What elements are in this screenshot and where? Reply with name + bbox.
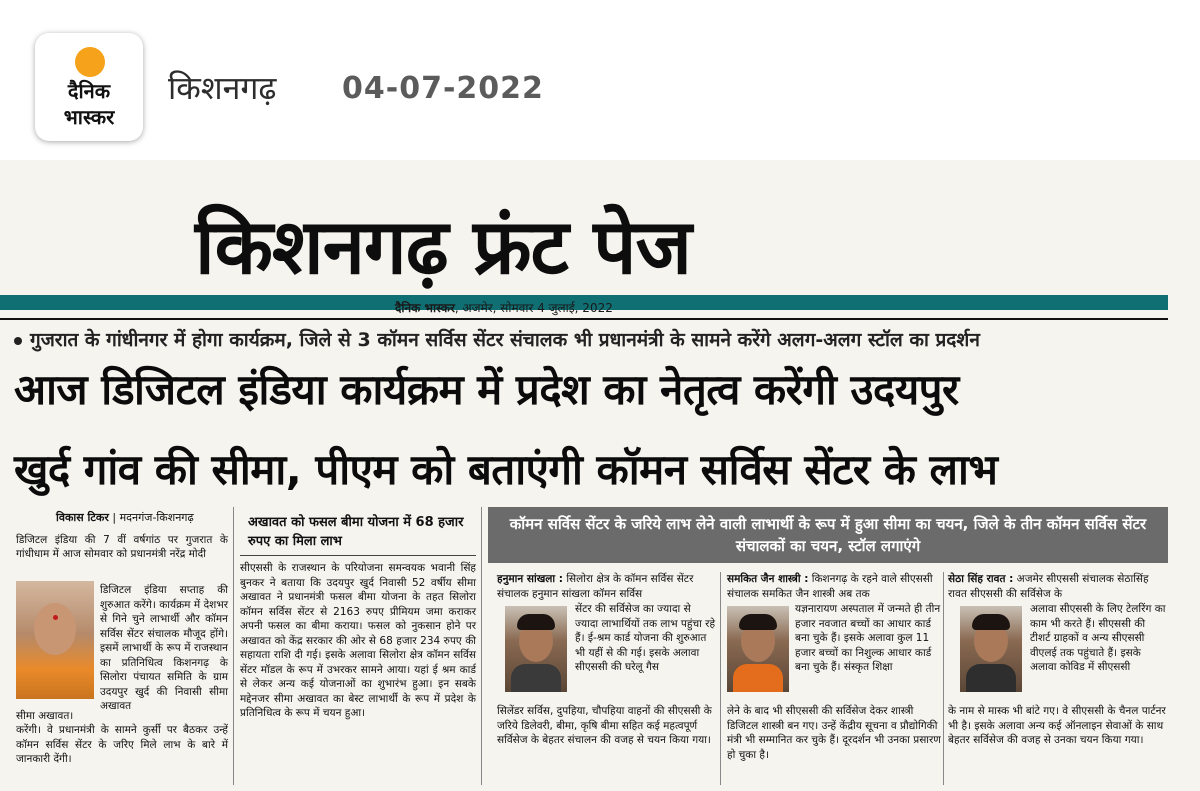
photo-caption: सीमा अखावत। <box>16 710 74 722</box>
bindi-mark <box>53 615 58 620</box>
portrait-body <box>966 664 1016 692</box>
highlight-box-headline: कॉमन सर्विस सेंटर के जरिये लाभ लेने वाली लाभार्थी के रूप में हुआ सीमा का चयन, जिले के तीन कॉमन सर्विस सेंटर संचालकों का चयन, स्टॉल लगाएंगे <box>509 515 1147 555</box>
sub-headline: अखावत को फसल बीमा योजना में 68 हजार रुपए का मिला लाभ <box>248 515 464 549</box>
column-divider <box>233 507 234 785</box>
profile-name: सेठा सिंह रावत : <box>948 573 1014 585</box>
page-header <box>0 0 1200 160</box>
profile-name: हनुमान सांखला : <box>497 573 563 585</box>
dateline-brand: दैनिक भास्कर <box>395 301 455 315</box>
dateline-text: , अजमेर, सोमवार 4 जुलाई, 2022 <box>454 301 613 315</box>
portrait-body <box>511 664 561 692</box>
logo-text-line1: दैनिक <box>67 79 111 103</box>
column-divider <box>720 572 721 785</box>
paragraph: करेंगी। वे प्रधानमंत्री के सामने कुर्सी पर बैठकर उन्हें कॉमन सर्विस सेंटर के जरिए मिले लाभ के बारे में जानकारी देंगी। <box>16 724 228 765</box>
profile-lead: सिलोरा क्षेत्र के कॉमन सर्विस सेंटर संचालक हनुमान सांखला कॉमन सर्विस <box>497 573 694 600</box>
portrait-face <box>34 603 76 655</box>
article-column-2 <box>240 505 476 785</box>
profile-text: सिलेंडर सर्विस, दुपहिया, चौपहिया वाहनों की सीएससी के जरिये डिलेवरी, बीमा, कृषि बीमा सहित कई महत्वपूर्ण सर्विसेज के बेहतर संचालन की वजह से चयन किया गया। <box>497 705 712 746</box>
paragraph: डिजिटल इंडिया सप्ताह की शुरुआत करेंगे। कार्यक्रम में देशभर से गिने चुने लाभार्थी और कॉमन सर्विस सेंटर संचालक मौजूद होंगे। इसमें लाभार्थी के रूप में राजस्थान का प्रतिनिधित्व किशनगढ़ के सिलोरा पंचायत समिति के ग्राम उदयपुर खुर्द की निवासी सीमा अखावत <box>100 584 228 712</box>
profile-setha-singh-rawat <box>948 572 1168 787</box>
profile-lead: किशनगढ़ के रहने वाले सीएससी संचालक समकित जैन शास्त्री अब तक <box>727 573 933 600</box>
bullet-icon <box>14 337 22 345</box>
main-headline-line2: खुर्द गांव की सीमा, पीएम को बताएंगी कॉमन सर्विस सेंटर के लाभ <box>14 445 998 494</box>
profile-lead: अजमेर सीएससी संचालक सेठासिंह रावत सीएससी की सर्विसेज के <box>948 573 1149 600</box>
paragraph: सीएससी के राजस्थान के परियोजना समन्वयक भवानी सिंह बुनकर ने बताया कि उदयपुर खुर्द निवासी 52 वर्षीय सीमा अखावत ने प्रधानमंत्री फसल बीमा योजना के तहत सिलोरा कॉमन सर्विस सेंटर से 2163 रुपए प्रीमियम जमा कराकर अपनी फसल का बीमा कराया। फसल को नुकसान होने पर अखावत को केंद्र सरकार की ओर से 68 हजार 234 रुपए की सहायता राशि दी गई। इसके अलावा सिलोरा क्षेत्र कॉमन सर्विस सेंटर मॉडल के रूप में उभरकर सामने आया। यहां ई श्रम कार्ड से लेकर अन्य कई योजनाओं का शुभारंभ हुआ। इन सबके मद्देनजर सीमा अखावत का बेस्ट लाभार्थी के रूप में प्रदेश के प्रतिनिधित्व के रूप में चयन हुआ। <box>240 562 476 719</box>
byline-place: | मदनगंज-किशनगढ़ <box>112 511 194 524</box>
profile-text: यज्ञनारायण अस्पताल में जन्मते ही तीन हजार नवजात बच्चों का आधार कार्ड बना चुके हैं। इसके अलावा कुल 11 हजार बच्चों का निशुल्क आधार कार्ड बना चुके हैं। संस्कृत शिक्षा <box>795 603 941 673</box>
profile-text: अलावा सीएससी के लिए टेलरिंग का काम भी करते हैं। सीएससी की टीशर्ट ग्राहकों व अन्य सीएससी वीएलई तक पहुंचाते हैं। इसके अलावा कोविड में सीएससी <box>1030 603 1166 673</box>
column-divider <box>481 507 482 785</box>
profile-hanuman-sankhla <box>497 572 717 787</box>
profile-text: लेने के बाद भी सीएससी की सर्विसेज देकर शास्त्री डिजिटल शास्त्री बन गए। उन्हें केंद्रीय सूचना व प्रौद्योगिकी मंत्री भी सम्मानित कर चुके हैं। दूरदर्शन भी उनका प्रसारण हो चुका है। <box>727 705 941 761</box>
byline <box>56 510 194 525</box>
profile-name: समकित जैन शास्त्री : <box>727 573 809 585</box>
divider <box>0 318 1168 320</box>
kicker-line <box>14 326 980 352</box>
profile-photo <box>505 606 567 692</box>
byline-name: विकास टिकर <box>56 511 109 524</box>
profile-photo <box>960 606 1022 692</box>
dainik-bhaskar-logo[interactable] <box>35 33 143 141</box>
kicker-text: गुजरात के गांधीनगर में होगा कार्यक्रम, जिले से 3 कॉमन सर्विस सेंटर संचालक भी प्रधानमंत्री के सामने करेंगे अलग-अलग स्टॉल का प्रदर्शन <box>30 329 980 351</box>
edition-date: 04-07-2022 <box>342 71 544 106</box>
page-masthead: किशनगढ़ फ्रंट पेज <box>195 202 691 291</box>
logo-text-line2: भास्कर <box>63 105 115 129</box>
article-column-1 <box>16 505 228 785</box>
dateline <box>395 299 613 316</box>
portrait-hair <box>517 614 555 630</box>
main-headline-line1: आज डिजिटल इंडिया कार्यक्रम में प्रदेश का नेतृत्व करेंगी उदयपुर <box>14 365 959 414</box>
profile-text: के नाम से मास्क भी बांटे गए। वे सीएससी के चैनल पार्टनर भी है। इसके अलावा अन्य कई ऑनलाइन सेवाओं के साथ बेहतर सर्विसेज की वजह से उनका चयन किया गया। <box>948 705 1166 746</box>
profile-text: सेंटर की सर्विसेज का ज्यादा से ज्यादा लाभार्थियों तक लाभ पहुंचा रहे हैं। ई-श्रम कार्ड योजना की शुरुआत भी यहीं से की गई। इसके अलावा सीएससी की घरेलू गैस <box>575 603 716 673</box>
edition-city: किशनगढ़ <box>168 69 277 107</box>
sun-icon <box>75 47 105 77</box>
paragraph: डिजिटल इंडिया की 7 वीं वर्षगांठ पर गुजरात के गांधीधाम में आज सोमवार को प्रधानमंत्री नरेंद्र मोदी <box>16 534 228 560</box>
portrait-body <box>733 664 783 692</box>
newspaper-page <box>0 160 1200 791</box>
highlight-box <box>488 507 1168 563</box>
profile-photo <box>727 606 789 692</box>
portrait-hair <box>972 614 1010 630</box>
portrait-hair <box>739 614 777 630</box>
divider <box>240 555 476 556</box>
column-divider <box>943 572 944 785</box>
profile-samkit-jain-shastri <box>727 572 947 787</box>
photo-seema-akhawat <box>16 581 94 699</box>
